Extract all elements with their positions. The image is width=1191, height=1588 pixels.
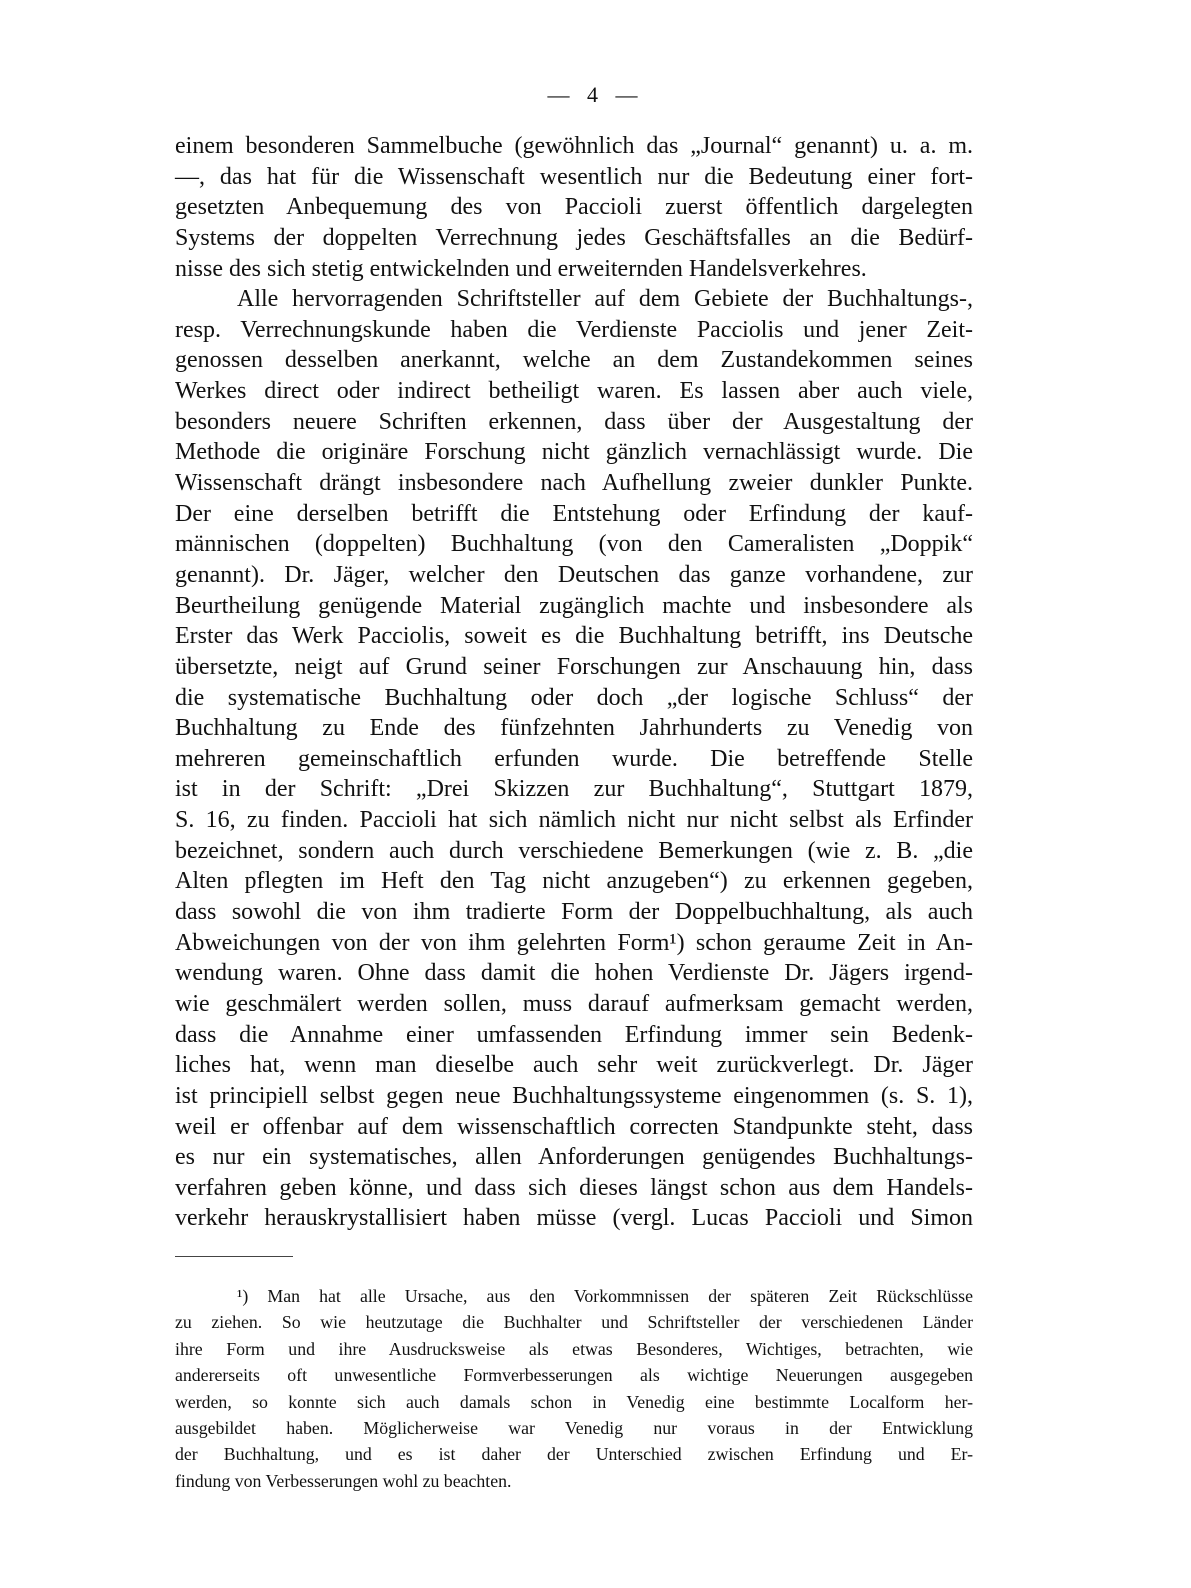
footnote-divider: [175, 1256, 293, 1257]
text-line: S. 16, zu finden. Paccioli hat sich nämlich nicht nur nicht selbst als Erfinder: [175, 807, 973, 834]
footnote-line: werden, so konnte sich auch damals schon in Venedig eine bestimmte Localform her-: [175, 1391, 973, 1412]
text-line: Abweichungen von der von ihm gelehrten Form¹) schon geraume Zeit in An-: [175, 929, 973, 956]
text-line: wie geschmälert werden sollen, muss darauf aufmerksam gemacht werden,: [175, 990, 973, 1017]
text-line: männischen (doppelten) Buchhaltung (von den Cameralisten „Doppik“: [175, 531, 973, 558]
text-line: Der eine derselben betrifft die Entstehung oder Erfindung der kauf-: [175, 500, 973, 527]
text-line: genannt). Dr. Jäger, welcher den Deutschen das ganze vorhandene, zur: [175, 561, 973, 588]
text-line: Wissenschaft drängt insbesondere nach Aufhellung zweier dunkler Punkte.: [175, 470, 973, 497]
text-line: übersetzte, neigt auf Grund seiner Forschungen zur Anschauung hin, dass: [175, 653, 973, 680]
text-line: ist principiell selbst gegen neue Buchhaltungssysteme eingenommen (s. S. 1),: [175, 1082, 973, 1109]
text-line: Alle hervorragenden Schriftsteller auf dem Gebiete der Buchhaltungs-,: [237, 286, 973, 313]
text-line: liches hat, wenn man dieselbe auch sehr weit zurückverlegt. Dr. Jäger: [175, 1052, 973, 1079]
footnote-line: zu ziehen. So wie heutzutage die Buchhalter und Schriftsteller der verschiedenen Länder: [175, 1312, 973, 1333]
text-line: Methode die originäre Forschung nicht gänzlich vernachlässigt wurde. Die: [175, 439, 973, 466]
text-line: verkehr herauskrystallisiert haben müsse (vergl. Lucas Paccioli und Simon: [175, 1205, 973, 1232]
text-line: Buchhaltung zu Ende des fünfzehnten Jahrhunderts zu Venedig von: [175, 715, 973, 742]
footnote-line: ausgebildet haben. Möglicherweise war Venedig nur voraus in der Entwicklung: [175, 1417, 973, 1438]
footnote-line: der Buchhaltung, und es ist daher der Unterschied zwischen Erfindung und Er-: [175, 1444, 973, 1465]
text-line: nisse des sich stetig entwickelnden und erweiternden Handelsverkehres.: [175, 255, 867, 282]
text-line: Systems der doppelten Verrechnung jedes Geschäftsfalles an die Bedürf-: [175, 224, 973, 251]
text-line: Erster das Werk Pacciolis, soweit es die Buchhaltung betrifft, ins Deutsche: [175, 623, 973, 650]
text-line: dass sowohl die von ihm tradierte Form der Doppelbuchhaltung, als auch: [175, 899, 973, 926]
text-line: mehreren gemeinschaftlich erfunden wurde. Die betreffende Stelle: [175, 745, 973, 772]
text-line: Alten pflegten im Heft den Tag nicht anzugeben“) zu erkennen gegeben,: [175, 868, 973, 895]
text-line: ist in der Schrift: „Drei Skizzen zur Buchhaltung“, Stuttgart 1879,: [175, 776, 973, 803]
footnote-line: ihre Form und ihre Ausdrucksweise als etwas Besonderes, Wichtiges, betrachten, wie: [175, 1338, 973, 1359]
text-line: weil er offenbar auf dem wissenschaftlich correcten Standpunkte steht, dass: [175, 1113, 973, 1140]
text-line: gesetzten Anbequemung des von Paccioli zuerst öffentlich dargelegten: [175, 194, 973, 221]
text-line: dass die Annahme einer umfassenden Erfindung immer sein Bedenk-: [175, 1021, 973, 1048]
text-line: wendung waren. Ohne dass damit die hohen Verdienste Dr. Jägers irgend-: [175, 960, 973, 987]
footnote-line: andererseits oft unwesentliche Formverbesserungen als wichtige Neuerungen ausgegeben: [175, 1365, 973, 1386]
text-line: resp. Verrechnungskunde haben die Verdienste Pacciolis und jener Zeit-: [175, 316, 973, 343]
text-line: —, das hat für die Wissenschaft wesentlich nur die Bedeutung einer fort-: [175, 163, 973, 190]
text-line: verfahren geben könne, und dass sich dieses längst schon aus dem Handels-: [175, 1174, 973, 1201]
text-line: es nur ein systematisches, allen Anforderungen genügendes Buchhaltungs-: [175, 1144, 973, 1171]
text-line: Werkes direct oder indirect betheiligt waren. Es lassen aber auch viele,: [175, 378, 973, 405]
text-line: bezeichnet, sondern auch durch verschiedene Bemerkungen (wie z. B. „die: [175, 837, 973, 864]
text-line: genossen desselben anerkannt, welche an dem Zustandekommen seines: [175, 347, 973, 374]
text-line: besonders neuere Schriften erkennen, dass über der Ausgestaltung der: [175, 408, 973, 435]
page-number: — 4 —: [547, 82, 644, 107]
text-line: die systematische Buchhaltung oder doch „der logische Schluss“ der: [175, 684, 973, 711]
footnote-line: findung von Verbesserungen wohl zu beachten.: [175, 1470, 512, 1491]
footnotes: [175, 1283, 973, 1494]
main-text: [175, 131, 973, 1234]
text-line: Beurtheilung genügende Material zugänglich machte und insbesondere als: [175, 592, 973, 619]
footnote-line: ¹) Man hat alle Ursache, aus den Vorkommnissen der späteren Zeit Rückschlüsse: [237, 1286, 973, 1306]
text-line: einem besonderen Sammelbuche (gewöhnlich das „Journal“ genannt) u. a. m.: [175, 133, 973, 159]
